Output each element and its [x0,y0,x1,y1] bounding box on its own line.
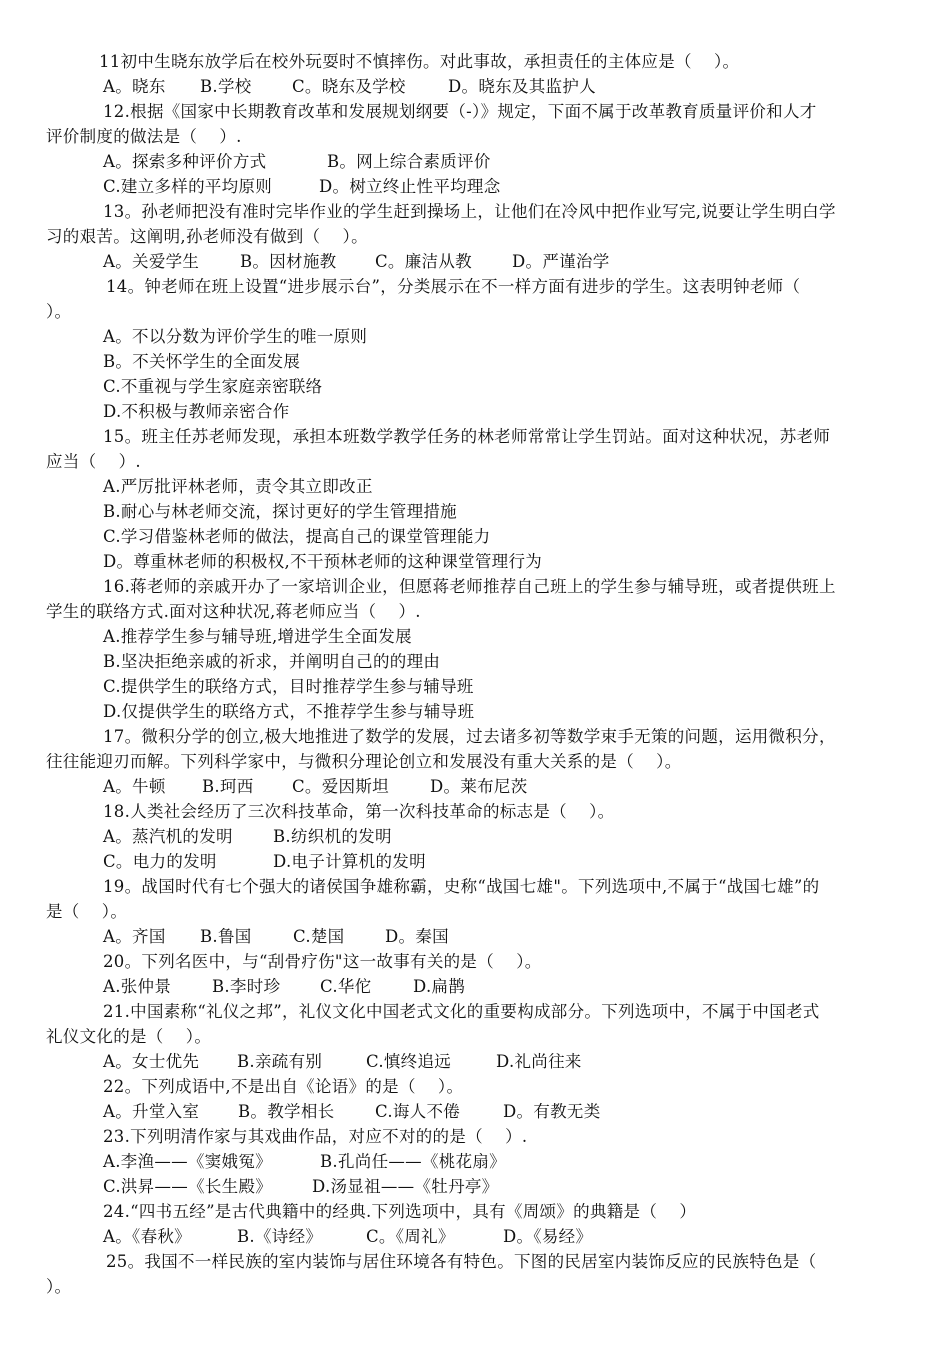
question-24-options [0,1225,950,1249]
option-b: B。因材施教 [240,252,337,271]
question-14-option-d: D.不积极与教师亲密合作 [103,402,290,421]
question-19-stem-line2: 是（ ）。 [46,902,128,921]
question-16-option-c: C.提供学生的联络方式，目时推荐学生参与辅导班 [103,677,474,696]
option-a: A。关爱学生 [103,252,200,271]
question-20-options [0,975,950,999]
question-13-stem-line1: 13。孙老师把没有准时完毕作业的学生赶到操场上，让他们在冷风中把作业写完,说要让学生明白学 [103,202,836,221]
question-22-options [0,1100,950,1124]
option-a: A。女士优先 [103,1052,200,1071]
question-25-stem-line2: ）。 [46,1277,72,1296]
option-b: B.孔尚任——《桃花扇》 [320,1152,506,1171]
option-d: D。莱布尼茨 [430,777,528,796]
option-d: D.礼尚往来 [496,1052,582,1071]
question-19-stem-line1: 19。战国时代有七个强大的诸侯国争雄称霸，史称“战国七雄"。下列选项中,不属于“战国七雄”的 [103,877,820,896]
option-d: D.电子计算机的发明 [273,852,426,871]
question-16-stem-line2: 学生的联络方式.面对这种状况,蒋老师应当（ ）. [46,602,421,621]
option-b: B.鲁国 [200,927,252,946]
option-d: D。《易经》 [503,1227,593,1246]
option-d: D。秦国 [385,927,449,946]
question-19-options [0,925,950,949]
option-b: B.李时珍 [212,977,281,996]
question-14-stem-line1: 14。钟老师在班上设置“进步展示台”，分类展示在不一样方面有进步的学生。这表明钟老师（ [106,277,801,296]
question-21-stem-line1: 21.中国素称“礼仪之邦”，礼仪文化中国老式文化的重要构成部分。下列选项中，不属于中国老式 [103,1002,820,1021]
question-23-options-row2 [0,1175,950,1199]
question-25-stem-line1: 25。我国不一样民族的室内装饰与居住环境各有特色。下图的民居室内装饰反应的民族特色是（ [106,1252,817,1271]
question-12-stem-line2: 评价制度的做法是（ ）. [46,127,242,146]
question-16-stem-line1: 16.蒋老师的亲戚开办了一家培训企业，但愿蒋老师推荐自己班上的学生参与辅导班，或者提供班上 [103,577,836,596]
question-15-option-b: B.耐心与林老师交流，探讨更好的学生管理措施 [103,502,457,521]
option-b: B.《诗经》 [237,1227,323,1246]
option-d: D.汤显祖——《牡丹亭》 [312,1177,499,1196]
question-17-options [0,775,950,799]
option-b: B。教学相长 [238,1102,335,1121]
question-11-options [0,75,950,99]
option-c: C。爱因斯坦 [292,777,389,796]
option-d: D。晓东及其监护人 [448,77,596,96]
option-d: D。严谨治学 [512,252,610,271]
option-c: C。《周礼》 [366,1227,455,1246]
question-21-stem-line2: 礼仪文化的是（ ）。 [46,1027,212,1046]
question-15-stem-line1: 15。班主任苏老师发现，承担本班数学教学任务的林老师常常让学生罚站。面对这种状况，苏老师 [103,427,831,446]
question-14-option-b: B。不关怀学生的全面发展 [103,352,301,371]
option-a: A。牛顿 [103,777,166,796]
option-a: A。探索多种评价方式 [103,152,267,171]
option-a: A。蒸汽机的发明 [103,827,233,846]
option-a: A。晓东 [103,77,166,96]
option-a: A.张仲景 [103,977,172,996]
question-14-stem-line2: ）。 [46,302,72,321]
question-14-option-a: A。不以分数为评价学生的唯一原则 [103,327,368,346]
option-a: A。《春秋》 [103,1227,191,1246]
option-d: D。有教无类 [503,1102,601,1121]
option-a: A.李渔——《窦娥冤》 [103,1152,272,1171]
option-c: C.慎终追远 [366,1052,452,1071]
option-c: C.洪昇——《长生殿》 [103,1177,273,1196]
option-c: C。晓东及学校 [292,77,406,96]
option-b: B.亲疏有别 [237,1052,323,1071]
question-15-option-d: D。尊重林老师的积极权,不干预林老师的这种课堂管理行为 [103,552,543,571]
question-16-option-d: D.仅提供学生的联络方式，不推荐学生参与辅导班 [103,702,475,721]
question-16-option-b: B.坚决拒绝亲戚的祈求，并阐明自己的的理由 [103,652,441,671]
question-13-options [0,250,950,274]
question-13-stem-line2: 习的艰苦。这阐明,孙老师没有做到（ ）。 [46,227,368,246]
question-15-option-c: C.学习借鉴林老师的做法，提高自己的课堂管理能力 [103,527,491,546]
question-12-options-row1 [0,150,950,174]
option-d: D。树立终止性平均理念 [319,177,501,196]
question-17-stem-line2: 往往能迎刃而解。下列科学家中，与微积分理论创立和发展没有重大关系的是（ ）。 [46,752,682,771]
option-c: C.建立多样的平均原则 [103,177,273,196]
option-c: C。电力的发明 [103,852,217,871]
question-12-stem-line1: 12.根据《国家中长期教育改革和发展规划纲要（-）》规定，下面不属于改革教育质量评价和人才 [103,102,817,121]
option-b: B.纺织机的发明 [273,827,392,846]
question-22-stem: 22。下列成语中,不是出自《论语》的是（ ）。 [103,1077,464,1096]
option-d: D.扁鹊 [413,977,466,996]
question-15-stem-line2: 应当（ ）. [46,452,141,471]
question-18-stem: 18.人类社会经历了三次科技革命，第一次科技革命的标志是（ ）。 [103,802,615,821]
question-21-options [0,1050,950,1074]
option-a: A。升堂入室 [103,1102,200,1121]
question-24-stem: 24.“四书五经”是古代典籍中的经典.下列选项中，具有《周颂》的典籍是（ ） [103,1202,697,1221]
option-c: C.华佗 [320,977,372,996]
option-b: B.珂西 [202,777,254,796]
option-c: C.楚国 [293,927,345,946]
question-15-option-a: A.严厉批评林老师，责令其立即改正 [103,477,373,496]
option-c: C.诲人不倦 [375,1102,461,1121]
question-20-stem: 20。下列名医中，与“刮骨疗伤"这一故事有关的是（ ）。 [103,952,542,971]
option-c: C。廉洁从教 [375,252,472,271]
question-16-option-a: A.推荐学生参与辅导班,增进学生全面发展 [103,627,412,646]
question-12-options-row2 [0,175,950,199]
question-23-options-row1 [0,1150,950,1174]
question-23-stem: 23.下列明清作家与其戏曲作品，对应不对的的是（ ）. [103,1127,528,1146]
option-b: B。网上综合素质评价 [327,152,491,171]
question-17-stem-line1: 17。微积分学的创立,极大地推进了数学的发展，过去诸多初等数学束手无策的问题，运用微积分， [103,727,836,746]
question-18-options-row1 [0,825,950,849]
question-18-options-row2 [0,850,950,874]
option-a: A。齐国 [103,927,166,946]
question-11-stem: 11初中生晓东放学后在校外玩耍时不慎摔伤。对此事故，承担责任的主体应是（ ）。 [99,52,740,71]
question-14-option-c: C.不重视与学生家庭亲密联络 [103,377,323,396]
option-b: B.学校 [200,77,252,96]
